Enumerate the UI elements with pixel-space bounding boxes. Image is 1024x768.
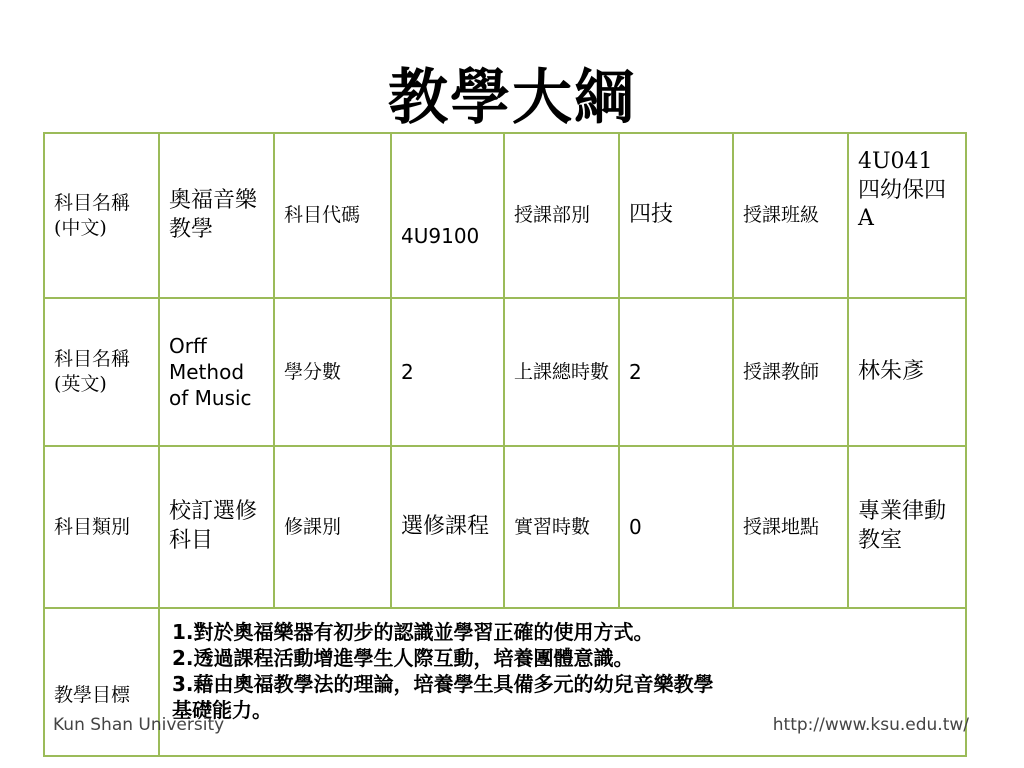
value-total-hours: 2: [619, 298, 733, 446]
label-class: 授課班級: [733, 133, 848, 298]
label-course-name-zh: 科目名稱(中文): [44, 133, 159, 298]
label-credits: 學分數: [274, 298, 391, 446]
value-course-type: 選修課程: [391, 446, 504, 608]
label-practicum-hours: 實習時數: [504, 446, 619, 608]
label-course-code: 科目代碼: [274, 133, 391, 298]
syllabus-table: [43, 132, 967, 757]
label-instructor: 授課教師: [733, 298, 848, 446]
label-course-name-en: 科目名稱(英文): [44, 298, 159, 446]
value-course-category: 校訂選修科目: [159, 446, 274, 608]
objective-item: 3.藉由奧福教學法的理論，培養學生具備多元的幼兒音樂教學: [172, 672, 714, 696]
footer-url[interactable]: http://www.ksu.edu.tw/: [772, 715, 969, 735]
table-row: [44, 298, 966, 446]
objective-item: 1.對於奧福樂器有初步的認識並學習正確的使用方式。: [172, 620, 654, 644]
value-credits: 2: [391, 298, 504, 446]
value-instructor: 林朱彥: [848, 298, 966, 446]
label-course-type: 修課別: [274, 446, 391, 608]
value-course-code: 4U9100: [391, 133, 504, 298]
value-class: 4U041 四幼保四A: [848, 133, 966, 298]
table-row: [44, 133, 966, 298]
label-course-category: 科目類別: [44, 446, 159, 608]
page-title: 教學大綱: [388, 63, 636, 133]
value-course-name-zh: 奧福音樂教學: [159, 133, 274, 298]
label-division: 授課部別: [504, 133, 619, 298]
footer-university: Kun Shan University: [53, 715, 225, 735]
value-course-name-en: Orff Method of Music: [159, 298, 274, 446]
objective-item: 2.透過課程活動增進學生人際互動，培養團體意識。: [172, 646, 634, 670]
table-row: [44, 446, 966, 608]
label-total-hours: 上課總時數: [504, 298, 619, 446]
label-location: 授課地點: [733, 446, 848, 608]
value-division: 四技: [619, 133, 733, 298]
value-practicum-hours: 0: [619, 446, 733, 608]
label-objectives: 教學目標: [44, 608, 159, 756]
value-location: 專業律動教室: [848, 446, 966, 608]
objective-item: 基礎能力。: [172, 698, 272, 722]
